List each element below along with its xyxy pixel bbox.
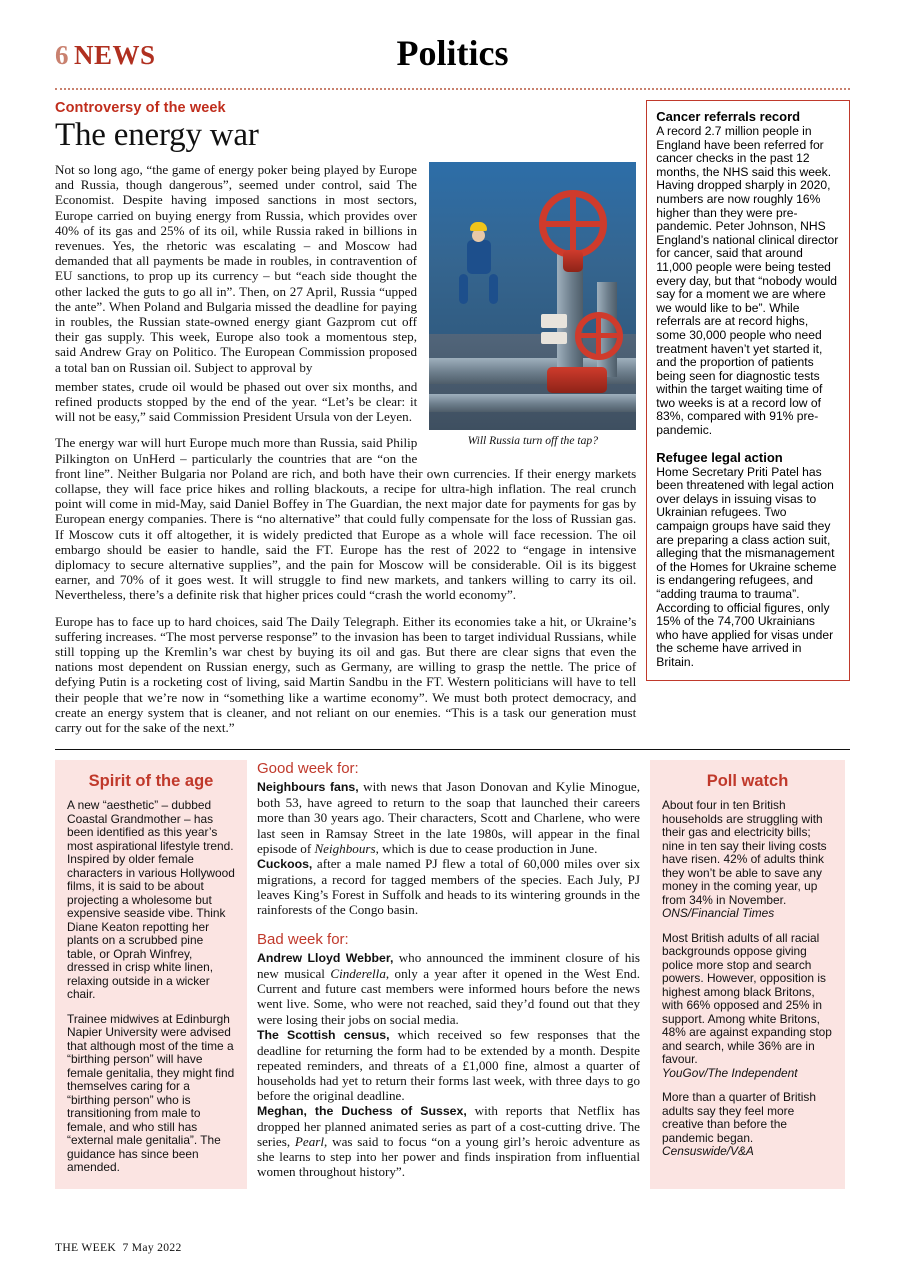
- good-week-item-1-text: with news that Jason Donovan and Kylie Minogue, both 53, have agreed to return to the soap that launched their careers more than 30 years ago. Their characters, Scott and Charlene, who were last seen in Ramsay Street in the late 1980s, will appear in the final episode of: [257, 779, 640, 856]
- pipeline-valve-photo: [429, 162, 636, 430]
- folio-number: 6: [55, 40, 69, 70]
- bad-week-heading: Bad week for:: [257, 931, 349, 949]
- bad-week-item-1-text: who announced the imminent closure of his new musical: [257, 950, 640, 982]
- masthead: [55, 30, 850, 88]
- poll-watch-title: Poll watch: [706, 772, 789, 791]
- spirit-paragraph-2: Trainee midwives at Edinburgh Napier University were advised that although most of the time a “birthing person” will have female genitalia, they might find themselves caring for a “birthing person” who is transitioning from male to female, and who still has “external male genitalia”. The guidance has since been amended.: [67, 1011, 235, 1175]
- article-column: [55, 100, 636, 735]
- bad-week-item-1-italic: Cinderella: [330, 966, 386, 982]
- poll-watch-box: [650, 760, 845, 1189]
- article-paragraph-4: Europe has to face up to hard choices, said The Daily Telegraph. Either its economies take a hit, or Ukraine’s suffering increases. “The most perverse response” to the invasion has been to target individual Russians, while still topping up the Kremlin’s war chest by buying its oil and gas. But there are clear signs that even the nations most dependent on Russian energy, such as Germany, are willing to grasp the nettle. The price of defying Putin is a rocketing cost of living, said Martin Sandbu in the FT. Western politicians will have to tell their people that we’re now in “something like a wartime economy”. We must both protect democracy, and create an energy system that is cleaner, and not reliant on our enemies. “This is a task our generation must carry out for the sake of the next.”: [55, 613, 637, 736]
- poll-entry-1-source: ONS/Financial Times: [662, 906, 775, 921]
- page-title: Politics: [396, 33, 509, 73]
- footer-publication: THE WEEK: [55, 1241, 117, 1254]
- bad-week-item-3-text2: , was said to focus “on a young girl’s heroic adventure as she learns to step into her power and finds inspiration from influential women throughout history”.: [257, 1134, 640, 1180]
- news-item-heading-1: Cancer referrals record: [656, 109, 801, 124]
- good-week-item-2-text: after a male named PJ flew a total of 60,000 miles over six migrations, a record for tagged members of the species. Each July, PJ leaves King’s Forest in Suffolk and heads to its wintering grounds in the rainforests of the Congo basin.: [257, 855, 640, 918]
- spirit-of-the-age-title: Spirit of the age: [88, 772, 214, 791]
- poll-entry-1: [662, 799, 833, 921]
- poll-entry-3-text: More than a quarter of British adults say they feel more creative than before the pandemic began.: [662, 1090, 816, 1145]
- poll-entry-2: [662, 932, 833, 1081]
- worker-figure: [467, 240, 491, 274]
- footer-date: 7 May 2022: [122, 1241, 182, 1254]
- good-week-item-1-lead: Neighbours fans,: [257, 780, 359, 795]
- bad-week-item-1-text2: , only a year after it opened in the West End. Current and future cast members were informed hours before the news went live. Some, who were not reached, said they’d found out that they were losing their jobs on social media.: [257, 966, 640, 1027]
- header-divider: [55, 88, 850, 90]
- section-divider: [55, 749, 850, 750]
- poll-entry-3: [662, 1091, 833, 1159]
- news-item-heading-2: Refugee legal action: [656, 449, 783, 465]
- good-week-item-1: [257, 779, 640, 855]
- bad-week-item-2-text: which received so few responses that the deadline for returning the form had to be extended by a month. Despite repeated reminders, and threats of a £1,000 fine, almost a quarter of households had yet to return their forms last week, with three days to go before the original deadline.: [257, 1026, 640, 1103]
- poll-entry-1-text: About four in ten British households are struggling with their gas and electricity bills; nine in ten say their living costs have risen. 42% of adults think they won’t be able to save any money in the coming year, up from 34% in November.: [662, 798, 827, 907]
- article-figure: [429, 162, 636, 447]
- good-week-heading: Good week for:: [257, 760, 359, 778]
- article-headline: The energy war: [55, 117, 259, 153]
- bad-week-item-3-lead: Meghan, the Duchess of Sussex,: [257, 1104, 467, 1119]
- bad-week-item-3-text: with reports that Netflix has dropped her planned animated series as part of a cost-cutting drive. The series,: [257, 1103, 640, 1150]
- week-columns: [257, 760, 640, 1189]
- article-kicker: Controversy of the week: [55, 100, 226, 116]
- page-footer: [55, 1241, 182, 1254]
- article-paragraph-1: Not so long ago, “the game of energy poker being played by Europe and Russia, though dangerous”, seemed under control, said The Economist. Despite having imposed sanctions in most sectors, Europe carried on buying energy from Russia, which provides over 40% of its gas and 25% of its oil, while Russia raked in billions in revenues. Yes, the rhetoric was escalating – and Moscow had demanded that all payments be made in roubles, in contravention of EU sanctions, to prop up its currency – but “each side thought the other lacked the guts to go all in”. Then, on 27 April, Russia “upped the ante”. When Poland and Bulgaria missed the deadline for paying in roubles, the Russian state-owned energy giant Gazprom cut off their gas supply. This week, Europe also took a momentous step, said Andrew Gray on Politico. The European Commission proposed a total ban on Russian oil. Subject to approval by: [55, 161, 417, 375]
- photo-caption: Will Russia turn off the tap?: [467, 433, 599, 447]
- bad-week-item-1-lead: Andrew Lloyd Webber,: [257, 951, 394, 966]
- poll-entry-2-source: YouGov/The Independent: [662, 1065, 798, 1080]
- bad-week-item-1: [257, 950, 640, 1026]
- news-sidebar: [646, 100, 850, 735]
- news-item-text-2: Home Secretary Priti Patel has been threatened with legal action over delays in issuing visas to Ukrainian refugees. Two campaign groups have said they are preparing a class action suit, alleging that the mismanagement of the Homes for Ukraine scheme is endangering refugees, and “adding trauma to trauma”. According to official figures, only 15% of the 74,700 Ukrainians who have applied for visas under the scheme have arrived in Britain.: [656, 464, 837, 669]
- bad-week-item-3-italic: Pearl: [294, 1134, 325, 1150]
- bottom-area: [55, 760, 850, 1189]
- spirit-of-the-age-box: [55, 760, 247, 1189]
- good-week-item-2-lead: Cuckoos,: [257, 856, 313, 871]
- good-week-item-2: [257, 856, 640, 917]
- bad-week-item-3: [257, 1103, 640, 1179]
- good-week-item-1-text2: , which is due to cease production in June.: [375, 840, 598, 856]
- news-box: [646, 100, 850, 681]
- good-week-item-1-italic: Neighbours: [314, 840, 376, 856]
- bad-week-item-2-lead: The Scottish census,: [257, 1027, 390, 1042]
- folio-label: NEWS: [74, 40, 156, 70]
- top-area: [55, 100, 850, 735]
- article-paragraph-2: member states, crude oil would be phased out over six months, and refined products stopped by the end of the year. “Let’s be clear: it will not be easy,” said Commission President Ursula von der Leyen.: [55, 378, 418, 425]
- bad-week-item-2: [257, 1027, 640, 1103]
- poll-entry-2-text: Most British adults of all racial backgrounds oppose giving police more stop and search powers. However, opposition is highest among black Britons, with 66% opposed and 25% in support. Among white Britons, 48% are against expanding stop and search, while 36% are in favour.: [662, 930, 832, 1067]
- spirit-paragraph-1: A new “aesthetic” – dubbed Coastal Grandmother – has been identified as this year’s most aspirational lifestyle trend. Inspired by older female characters in various Hollywood films, it is said to be about projecting a wholesome but expensive seaside vibe. Think Diane Keaton repotting her plants on a scrubbed pine table, or Oprah Winfrey, dressed in crisp white linen, relaxing outside in a wicker chair.: [67, 798, 235, 1002]
- poll-entry-3-source: Censuswide/V&A: [662, 1144, 754, 1159]
- article-paragraph-3: The energy war will hurt Europe much more than Russia, said Philip Pilkington on UnHerd – particularly the countries that are “on the front line”. Neither Bulgaria nor Poland are rich, and both have their own currencies. If their energy markets collapse, they will face price hikes and rolling blackouts, a recipe for ultra-high inflation. The real crunch point will come in mid-May, said Daniel Boffey in The Guardian, the next major date for payments for gas by European energy companies. There is “no alternative” that could fully compensate for the loss of Russian gas. If Moscow cuts it off altogether, it is widely predicted that Europe as a whole will face recession. The oil embargo should be easier to handle, said the FT. Europe has the rest of 2022 to “engage in intensive diplomacy to secure alternative supplies”, and the pain for Moscow will be considerable. Oil is its biggest earner, and 70% of it goes west. It will struggle to find new markets, and tankers willing to carry its oil. Nevertheless, there’s a definite risk that higher prices could “crash the world economy”.: [55, 435, 637, 603]
- news-item-text-1: A record 2.7 million people in England have been referred for cancer checks in the past 12 months, the NHS said this week. Having dropped sharply in 2020, numbers are now roughly 16% higher than they were pre-pandemic. Peter Johnson, NHS England’s national clinical director for cancer, said that around 11,000 people were being tested every day, but that “nobody would say for a moment we are where we would like to be”. While referrals are at record highs, some 30,000 people who need treatment haven’t yet started it, and the proportion of patients being seen for diagnostic tests within the target waiting time of two weeks is at a record low of 83%, compared with 91% pre-pandemic.: [656, 124, 839, 438]
